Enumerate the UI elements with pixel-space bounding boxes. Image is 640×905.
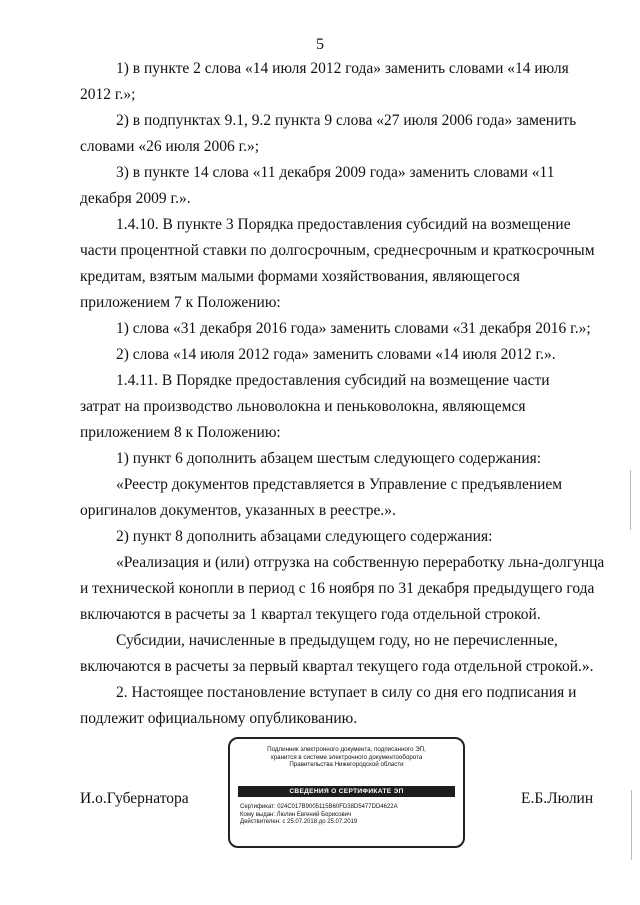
text-line: включаются в расчеты за первый квартал текущего года отдельной строкой.». <box>80 658 594 675</box>
electronic-signature-stamp <box>228 737 465 848</box>
text-line: 2) в подпунктах 9.1, 9.2 пункта 9 слова «27 июля 2006 года» заменить <box>116 112 577 129</box>
text-line: включаются в расчеты за 1 квартал текущего года отдельной строкой. <box>80 606 541 623</box>
text-line: 1) слова «31 декабря 2016 года» заменить словами «31 декабря 2016 г.»; <box>116 320 591 337</box>
text-line: словами «26 июля 2006 г.»; <box>80 138 260 155</box>
stamp-certificate: Сертификат: 024C017B9005115B60FD38D5477DD4622A <box>240 804 398 810</box>
text-line: приложением 8 к Положению: <box>80 424 281 441</box>
text-line: Субсидии, начисленные в предыдущем году, но не перечисленные, <box>116 632 558 649</box>
scan-edge-mark <box>630 470 631 530</box>
text-line: приложением 7 к Положению: <box>80 294 281 311</box>
text-line: и технической конопли в период с 16 ноября по 31 декабря предыдущего года <box>80 580 595 597</box>
text-line: «Реализация и (или) отгрузка на собственную переработку льна-долгунца <box>116 554 605 571</box>
signature-position: И.о.Губернатора <box>80 790 189 807</box>
page-number: 5 <box>316 36 324 53</box>
stamp-note <box>236 746 457 769</box>
text-line: 2) пункт 8 дополнить абзацами следующего содержания: <box>116 528 493 545</box>
text-line: части процентной ставки по долгосрочным, среднесрочным и краткосрочным <box>80 242 595 259</box>
text-line: 1) пункт 6 дополнить абзацем шестым следующего содержания: <box>116 450 542 467</box>
text-line: подлежит официальному опубликованию. <box>80 710 358 727</box>
scan-edge-mark <box>631 790 632 860</box>
text-line: 2012 г.»; <box>80 86 136 103</box>
text-line: 1.4.10. В пункте 3 Порядка предоставления субсидий на возмещение <box>116 216 571 233</box>
text-line: оригиналов документов, указанных в реестре.». <box>80 502 396 519</box>
stamp-details <box>240 804 457 827</box>
signatory-name: Е.Б.Люлин <box>521 790 594 807</box>
text-line: «Реестр документов представляется в Управление с предъявлением <box>116 476 563 493</box>
text-line: 2. Настоящее постановление вступает в силу со дня его подписания и <box>116 684 577 701</box>
text-line: 1.4.11. В Порядке предоставления субсидий на возмещение части <box>116 372 550 389</box>
stamp-validity: Действителен: с 25.07.2018 до 25.07.2019 <box>240 819 358 825</box>
text-line: 1) в пункте 2 слова «14 июля 2012 года» заменить словами «14 июля <box>116 60 569 77</box>
text-line: 2) слова «14 июля 2012 года» заменить словами «14 июля 2012 г.». <box>116 346 556 363</box>
text-line: кредитам, взятым малыми формами хозяйствования, являющегося <box>80 268 520 285</box>
stamp-title: СВЕДЕНИЯ О СЕРТИФИКАТЕ ЭП <box>238 786 455 797</box>
text-line: декабря 2009 г.». <box>80 190 191 207</box>
stamp-note-line: Подлинник электронного документа, подписанного ЭП, <box>267 746 426 753</box>
stamp-note-line: хранится в системе электронного документооборота <box>270 753 423 761</box>
text-line: 3) в пункте 14 слова «11 декабря 2009 года» заменить словами «11 <box>116 164 555 181</box>
stamp-note-line: Правительства Нижегородской области <box>289 761 404 768</box>
stamp-issued-to: Кому выдан: Люлин Евгений Борисович <box>240 811 352 818</box>
text-line: затрат на производство льноволокна и пеньковолокна, являющемся <box>80 398 526 415</box>
